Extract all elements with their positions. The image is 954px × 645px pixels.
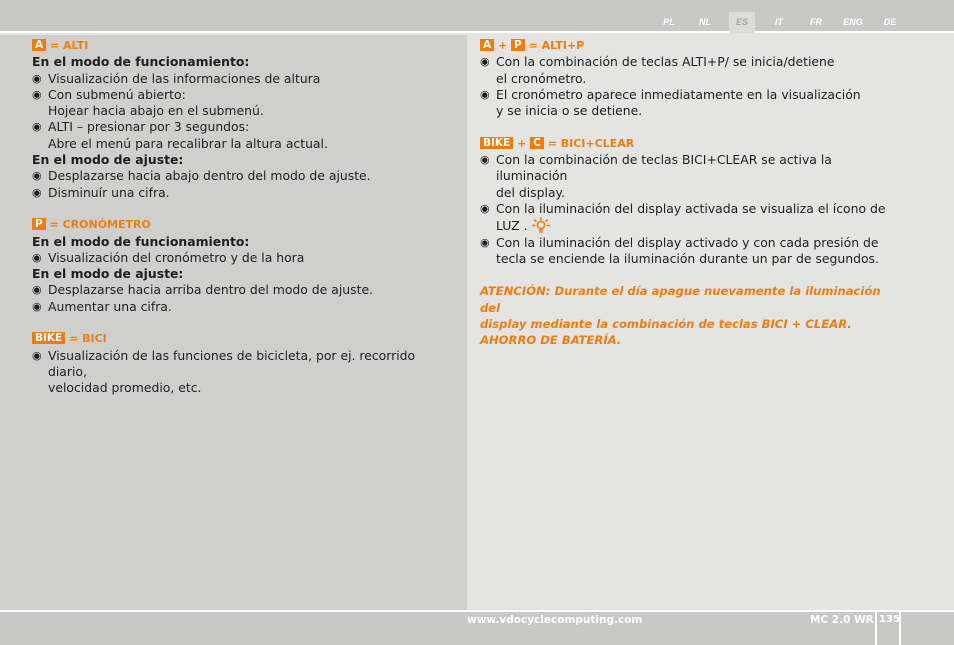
- list-item: [32, 250, 452, 266]
- section-heading-bici-clear: [480, 136, 900, 152]
- list-item: [32, 282, 452, 298]
- subheading-operating-mode: En el modo de funcionamiento:: [32, 233, 250, 249]
- item-continuation: Hojear hacia abajo en el submenú.: [48, 103, 264, 119]
- spacer: [32, 315, 452, 331]
- circled-dot-bullet-icon: ◉: [32, 299, 42, 313]
- left-column-content: [32, 38, 452, 397]
- warning-line: display mediante la combinación de teclas BICI + CLEAR.: [480, 317, 852, 332]
- subheading-operating-mode: En el modo de funcionamiento:: [32, 54, 250, 70]
- circled-dot-bullet-icon: ◉: [32, 87, 42, 101]
- key-a-badge: A: [480, 39, 494, 51]
- item-continuation: velocidad promedio, etc.: [48, 380, 202, 396]
- light-bulb-icon: [531, 217, 551, 233]
- lang-tab-eng[interactable]: ENG: [843, 17, 863, 27]
- key-a-badge: A: [32, 39, 46, 51]
- list-item: [32, 348, 452, 381]
- item-text: Visualización de las informaciones de altura: [48, 70, 321, 86]
- item-continuation: tecla se enciende la iluminación durante un par de segundos.: [496, 250, 879, 266]
- item-text: Con la combinación de teclas ALTI+P/ se inicia/detiene: [496, 54, 835, 70]
- warning-line: AHORRO DE BATERÍA.: [480, 333, 622, 348]
- list-item: [480, 152, 900, 185]
- lang-tab-de[interactable]: DE: [883, 17, 897, 27]
- circled-dot-bullet-icon: ◉: [32, 348, 42, 362]
- item-continuation: y se inicia o se detiene.: [496, 103, 643, 119]
- list-item: [480, 54, 900, 70]
- warning-line: ATENCIÓN: Durante el día apague nuevamente la iluminación del: [480, 284, 881, 315]
- item-text: Disminuír una cifra.: [48, 184, 170, 200]
- section-heading-alti: [32, 38, 452, 54]
- section-title: = CRONÓMETRO: [49, 218, 151, 232]
- lang-tab-fr[interactable]: FR: [810, 17, 822, 27]
- lang-tab-es[interactable]: ES: [729, 12, 755, 33]
- circled-dot-bullet-icon: ◉: [480, 235, 490, 249]
- circled-dot-bullet-icon: ◉: [480, 201, 490, 215]
- item-text: El cronómetro aparece inmediatamente en la visualización: [496, 86, 861, 102]
- section-heading-alti-p: [480, 38, 900, 54]
- item-continuation: el cronómetro.: [496, 70, 587, 86]
- plus-sign: +: [497, 39, 508, 52]
- list-item: [32, 299, 452, 315]
- circled-dot-bullet-icon: ◉: [32, 250, 42, 264]
- section-heading-cronometro: [32, 217, 452, 233]
- item-text: Visualización del cronómetro y de la hora: [48, 249, 305, 265]
- circled-dot-bullet-icon: ◉: [32, 71, 42, 85]
- key-bike-badge: BIKE: [480, 137, 513, 149]
- plus-sign: +: [517, 136, 527, 150]
- list-item: [480, 201, 900, 217]
- list-item: [32, 168, 452, 184]
- lang-tab-it[interactable]: IT: [775, 17, 783, 27]
- page-number: 135: [879, 614, 900, 625]
- circled-dot-bullet-icon: ◉: [32, 169, 42, 183]
- footer-website-link[interactable]: www.vdocyclecomputing.com: [467, 614, 643, 626]
- item-text: Con la combinación de teclas BICI+CLEAR se activa la iluminación: [496, 152, 832, 184]
- spacer: [480, 119, 900, 135]
- spacer: [32, 201, 452, 217]
- item-text: Con la iluminación del display activado y con cada presión de: [496, 234, 879, 250]
- section-title: = BICI: [69, 332, 107, 346]
- circled-dot-bullet-icon: ◉: [32, 283, 42, 297]
- list-item: [480, 87, 900, 103]
- section-title: = ALTI+P: [528, 39, 585, 52]
- circled-dot-bullet-icon: ◉: [32, 185, 42, 199]
- subheading-setting-mode: En el modo de ajuste:: [32, 266, 184, 282]
- list-item: [32, 71, 452, 87]
- item-continuation: del display.: [496, 184, 566, 200]
- item-text: Con la iluminación del display activada se visualiza el ícono de: [496, 200, 886, 216]
- item-continuation: [480, 217, 900, 234]
- key-p-badge: P: [511, 39, 525, 51]
- circled-dot-bullet-icon: ◉: [480, 87, 490, 101]
- circled-dot-bullet-icon: ◉: [480, 153, 490, 167]
- circled-dot-bullet-icon: ◉: [32, 120, 42, 134]
- subheading-setting-mode: En el modo de ajuste:: [32, 152, 184, 168]
- section-heading-bici: [32, 331, 452, 347]
- item-text: Visualización de las funciones de bicicleta, por ej. recorrido diario,: [48, 347, 416, 379]
- section-title: = BICI+CLEAR: [547, 136, 635, 150]
- list-item: [32, 185, 452, 201]
- circled-dot-bullet-icon: ◉: [480, 55, 490, 69]
- list-item: [480, 235, 900, 251]
- key-bike-badge: BIKE: [32, 332, 65, 344]
- footer-model-name: MC 2.0 WR: [810, 614, 874, 626]
- item-text: LUZ .: [496, 218, 528, 234]
- section-title: = ALTI: [49, 39, 89, 52]
- item-text: Desplazarse hacia abajo dentro del modo de ajuste.: [48, 168, 371, 184]
- item-text: Aumentar una cifra.: [48, 298, 172, 314]
- lang-tab-nl[interactable]: NL: [699, 17, 711, 27]
- item-text: Desplazarse hacia arriba dentro del modo de ajuste.: [48, 282, 373, 298]
- right-column-content: [480, 38, 900, 349]
- key-p-badge: P: [32, 218, 46, 230]
- lang-tab-pl[interactable]: PL: [663, 17, 675, 27]
- item-text: Con submenú abierto:: [48, 86, 186, 102]
- item-continuation: Abre el menú para recalibrar la altura actual.: [48, 135, 328, 151]
- list-item: [32, 87, 452, 103]
- spacer: [480, 267, 900, 283]
- list-item: [32, 119, 452, 135]
- item-text: ALTI – presionar por 3 segundos:: [48, 119, 250, 135]
- key-c-badge: C: [530, 137, 544, 149]
